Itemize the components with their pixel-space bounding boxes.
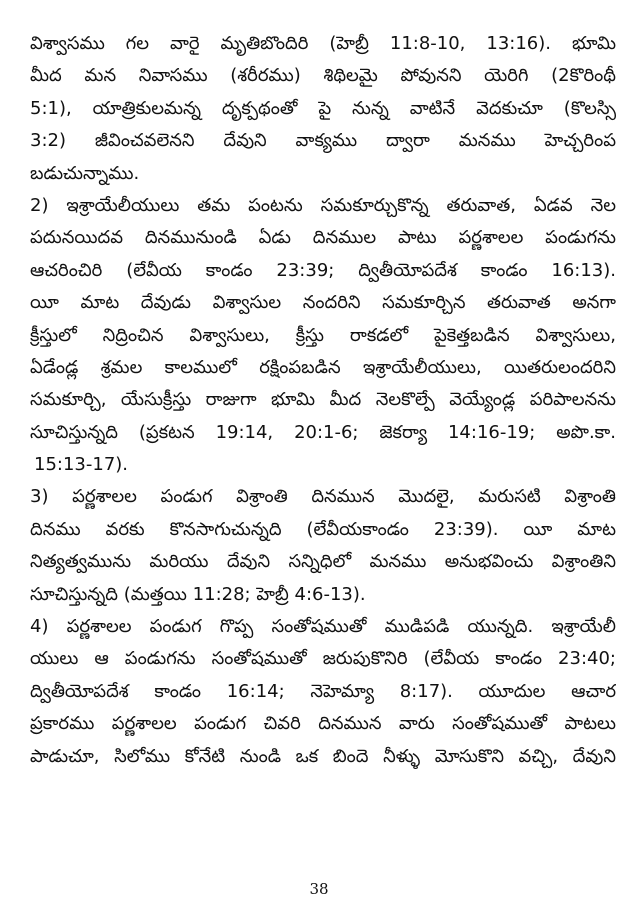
text-line: 15:13-17).: [34, 454, 129, 476]
page-body: [30, 28, 616, 773]
text-line: సమకూర్చి, యేసుక్రీస్తు రాజుగా భూమి మీద నెలకొల్పే వెయ్యేండ్ల పరిపాలనను: [30, 389, 616, 411]
text-line: 2) ఇశ్రాయేలీయులు తమ పంటను సమకూర్చుకొన్న తరువాత, ఏడవ నెల: [30, 194, 616, 216]
paragraph-point-4: [30, 611, 616, 773]
text-line: ఏడేండ్ల శ్రమల కాలములో రక్షింపబడిన ఇశ్రాయేలీయులు, యితరులందరిని: [30, 356, 616, 378]
page-number: 38: [309, 880, 329, 898]
text-line: 5:1), యాత్రికులమన్న దృక్పథంతో పై నున్న వాటినే వెదకుచూ (కొలస్సి: [30, 97, 616, 119]
text-line: యీ మాట దేవుడు విశ్వాసుల నందరిని సమకూర్చిన తరువాత అనగా: [30, 292, 616, 314]
text-line: క్రీస్తులో నిద్రించిన విశ్వాసులు, క్రీస్తు రాకడలో పైకెత్తబడిన విశ్వాసులు,: [30, 324, 616, 346]
text-line: సూచిస్తున్నది (మత్తయి 11:28; హెబ్రీ 4:6-13).: [30, 583, 366, 605]
text-line: 3) పర్ణశాలల పండుగ విశ్రాంతి దినమున మొదలై, మరుసటి విశ్రాంతి: [30, 486, 616, 508]
text-line: దినము వరకు కొనసాగుచున్నది (లేవీయకాండం 23:39). యీ మాట: [30, 518, 616, 540]
text-line: పాడుచూ, సిలోము కోనేటి నుండి ఒక బిందె నీళ్ళు మోసుకొని వచ్చి, దేవుని: [30, 745, 616, 767]
text-line: బడుచున్నాము.: [30, 162, 140, 184]
text-line: పదునయిదవ దినమునుండి ఏడు దినముల పాటు పర్ణశాలల పండుగను: [30, 227, 616, 249]
text-line: విశ్వాసము గల వారై మృతిబొందిరి (హెబ్రీ 11:8-10, 13:16). భూమి: [30, 33, 616, 54]
paragraph-hebrews-context: [30, 28, 616, 190]
text-line: సూచిస్తున్నది (ప్రకటన 19:14, 20:1-6; జెకర్యా 14:16-19; అపొ.కా.: [30, 421, 616, 443]
text-line: 4) పర్ణశాలల పండుగ గొప్ప సంతోషముతో ముడిపడి యున్నది. ఇశ్రాయేలీ: [30, 616, 616, 638]
text-line: ఆచరించిరి (లేవీయ కాండం 23:39; ద్వితీయోపదేశ కాండం 16:13).: [30, 259, 616, 281]
text-line: ప్రకారము పర్ణశాలల పండుగ చివరి దినమున వారు సంతోషముతో పాటలు: [30, 713, 616, 735]
text-line: నిత్యత్వమును మరియు దేవుని సన్నిధిలో మనము అనుభవించు విశ్రాంతిని: [30, 551, 616, 573]
paragraph-point-2: [30, 190, 616, 482]
text-line: 3:2) జీవించవలెనని దేవుని వాక్యము ద్వారా మనము హెచ్చరింప: [30, 130, 616, 152]
paragraph-point-3: [30, 481, 616, 611]
text-line: ద్వితీయోపదేశ కాండం 16:14; నెహెమ్యా 8:17). యూదుల ఆచార: [30, 680, 616, 702]
text-line: యులు ఆ పండుగను సంతోషముతో జరుపుకొనిరి (లేవీయ కాండం 23:40;: [30, 648, 616, 670]
text-line: మీద మన నివాసము (శరీరము) శిథిలమై పోవునని యెరిగి (2కొరింథీ: [30, 65, 616, 87]
